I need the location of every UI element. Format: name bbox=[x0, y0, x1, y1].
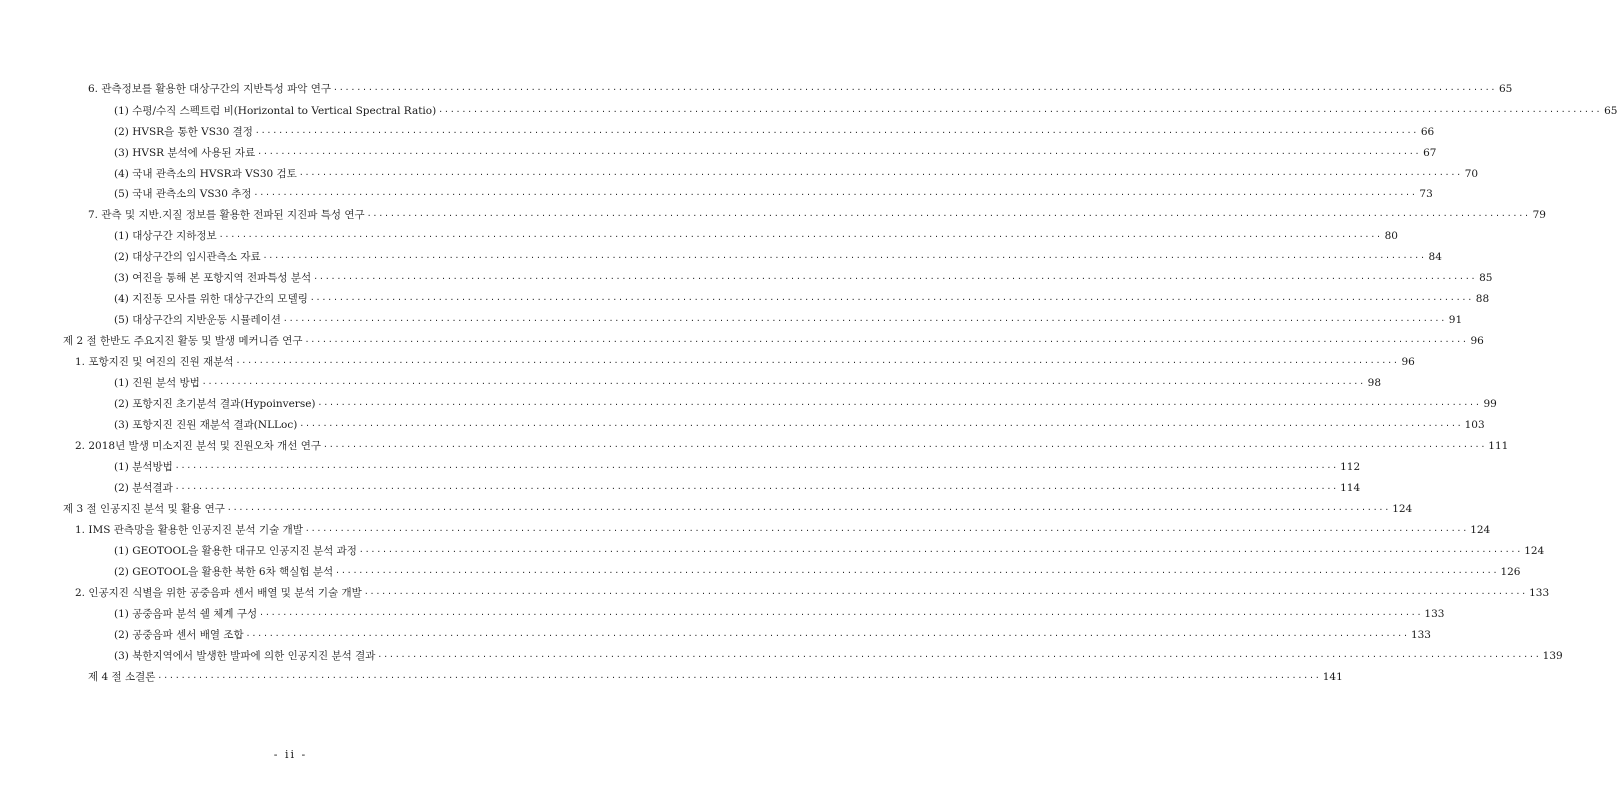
dot-leader: ········································································································································································································ bbox=[366, 211, 1530, 220]
dot-leader: ········································································································································································································ bbox=[333, 85, 1497, 94]
toc-entry-page: 66 bbox=[1420, 126, 1435, 138]
toc-entry[interactable] bbox=[114, 250, 1442, 265]
toc-entry-label: (1) 진원 분석 방법 bbox=[114, 377, 200, 389]
dot-leader: ········································································································································································································ bbox=[299, 421, 1463, 430]
dot-leader: ········································································································································································································ bbox=[304, 526, 1469, 535]
toc-entry-page: 133 bbox=[1410, 629, 1431, 641]
toc-entry[interactable] bbox=[114, 481, 1361, 496]
toc-entry[interactable] bbox=[114, 313, 1463, 328]
toc-entry-label: (3) HVSR 분석에 사용된 자료 bbox=[114, 147, 256, 159]
dot-leader: ········································································································································································································ bbox=[174, 463, 1339, 472]
toc-entry-label: 1. 포항지진 및 여진의 진원 재분석 bbox=[75, 356, 234, 368]
dot-leader: ········································································································································································································ bbox=[438, 107, 1602, 116]
dot-leader: ········································································································································································································ bbox=[259, 610, 1423, 619]
toc-entry-page: 133 bbox=[1529, 587, 1550, 599]
toc-entry[interactable] bbox=[114, 146, 1437, 161]
dot-leader: ········································································································································································································ bbox=[157, 673, 1321, 682]
toc-entry-page: 67 bbox=[1423, 147, 1437, 159]
toc-entry-page: 98 bbox=[1367, 377, 1382, 389]
toc-entry-page: 65 bbox=[1604, 105, 1618, 117]
toc-entry-page: 99 bbox=[1483, 398, 1497, 410]
toc-entry-label: 제 3 절 인공지진 분석 및 활용 연구 bbox=[63, 503, 225, 515]
toc-entry-page: 88 bbox=[1475, 293, 1490, 305]
toc-entry-page: 73 bbox=[1419, 188, 1433, 200]
dot-leader: ········································································································································································································ bbox=[377, 652, 1541, 661]
toc-entry-label: (1) GEOTOOL을 활용한 대규모 인공지진 분석 과정 bbox=[114, 545, 357, 557]
dot-leader: ········································································································································································································ bbox=[235, 358, 1399, 367]
toc-entry[interactable] bbox=[114, 628, 1431, 643]
dot-leader: ········································································································································································································ bbox=[298, 170, 1463, 179]
toc-entry-page: 133 bbox=[1424, 608, 1445, 620]
toc-entry-page: 65 bbox=[1498, 83, 1513, 95]
toc-entry-page: 141 bbox=[1322, 671, 1343, 683]
toc-entry-label: (1) 공중음파 분석 쉘 체계 구성 bbox=[114, 608, 258, 620]
toc-entry[interactable] bbox=[114, 187, 1433, 202]
toc-entry-label: 6. 관측정보를 활용한 대상구간의 지반특성 파악 연구 bbox=[88, 83, 332, 95]
toc-entry-label: (1) 수평/수직 스펙트럼 비(Horizontal to Vertical Spectral Ratio) bbox=[114, 105, 437, 117]
dot-leader: ········································································································································································································ bbox=[174, 484, 1339, 493]
toc-entry-label: (2) 분석결과 bbox=[114, 482, 173, 494]
toc-entry-page: 79 bbox=[1532, 209, 1546, 221]
toc-entry[interactable] bbox=[114, 229, 1398, 244]
toc-entry-page: 124 bbox=[1470, 524, 1491, 536]
dot-leader: ········································································································································································································ bbox=[201, 379, 1366, 388]
toc-entry-label: (3) 북한지역에서 발생한 발파에 의한 인공지진 분석 결과 bbox=[114, 650, 376, 662]
toc-entry-label: 7. 관측 및 지반.지질 정보를 활용한 전파된 지진파 특성 연구 bbox=[88, 209, 365, 221]
toc-entry[interactable] bbox=[114, 460, 1361, 475]
toc-entry-label: (4) 국내 관측소의 HVSR과 VS30 검토 bbox=[114, 168, 297, 180]
toc-entry-label: (2) HVSR을 통한 VS30 결정 bbox=[114, 126, 253, 138]
toc-entry[interactable] bbox=[75, 355, 1415, 370]
toc-entry-label: (1) 분석방법 bbox=[114, 461, 173, 473]
toc-entry-page: 114 bbox=[1340, 482, 1361, 494]
toc-entry-label: 2. 인공지진 식별을 위한 공중음파 센서 배열 및 분석 기술 개발 bbox=[75, 587, 362, 599]
toc-entry-label: (1) 대상구간 지하정보 bbox=[114, 230, 217, 242]
toc-entry[interactable] bbox=[88, 82, 1513, 97]
toc-entry[interactable] bbox=[63, 334, 1484, 349]
toc-entry-page: 112 bbox=[1340, 461, 1361, 473]
dot-leader: ········································································································································································································ bbox=[253, 190, 1417, 199]
toc-entry-page: 111 bbox=[1488, 440, 1509, 452]
toc-entry-page: 126 bbox=[1500, 566, 1521, 578]
toc-entry-label: 제 2 절 한반도 주요지진 활동 및 발생 메커니즘 연구 bbox=[63, 335, 303, 347]
toc-entry[interactable] bbox=[114, 376, 1382, 391]
toc-entry-page: 70 bbox=[1464, 168, 1479, 180]
dot-leader: ········································································································································································································ bbox=[218, 232, 1382, 241]
toc-entry-page: 91 bbox=[1448, 314, 1463, 326]
toc-entry[interactable] bbox=[114, 125, 1435, 140]
dot-leader: ········································································································································································································ bbox=[317, 400, 1481, 409]
toc-entry[interactable] bbox=[114, 271, 1493, 286]
toc-entry-page: 124 bbox=[1524, 545, 1545, 557]
dot-leader: ········································································································································································································ bbox=[282, 316, 1447, 325]
toc-entry[interactable] bbox=[114, 292, 1490, 307]
toc-entry-page: 124 bbox=[1392, 503, 1413, 515]
toc-entry-label: 1. IMS 관측망을 활용한 인공지진 분석 기술 개발 bbox=[75, 524, 303, 536]
dot-leader: ········································································································································································································ bbox=[257, 149, 1421, 158]
toc-entry[interactable] bbox=[114, 167, 1479, 182]
dot-leader: ········································································································································································································ bbox=[226, 505, 1391, 514]
toc-entry[interactable] bbox=[88, 208, 1546, 223]
dot-leader: ········································································································································································································ bbox=[304, 337, 1468, 346]
toc-entry-page: 85 bbox=[1479, 272, 1493, 284]
toc-entry[interactable] bbox=[114, 418, 1485, 433]
toc-entry[interactable] bbox=[114, 607, 1445, 622]
toc-entry-page: 84 bbox=[1428, 251, 1442, 263]
dot-leader: ········································································································································································································ bbox=[323, 442, 1487, 451]
toc-entry[interactable] bbox=[75, 523, 1491, 538]
dot-leader: ········································································································································································································ bbox=[254, 128, 1419, 137]
dot-leader: ········································································································································································································ bbox=[309, 295, 1474, 304]
toc-entry[interactable] bbox=[75, 586, 1550, 601]
toc-entry-label: (2) 대상구간의 임시관측소 자료 bbox=[114, 251, 261, 263]
toc-entry-label: (2) 공중음파 센서 배열 조합 bbox=[114, 629, 244, 641]
toc-entry-label: (5) 국내 관측소의 VS30 추정 bbox=[114, 188, 252, 200]
dot-leader: ········································································································································································································ bbox=[313, 274, 1477, 283]
toc-entry[interactable] bbox=[63, 502, 1413, 517]
toc-entry-label: (2) GEOTOOL을 활용한 북한 6차 핵실험 분석 bbox=[114, 566, 334, 578]
toc-entry[interactable] bbox=[114, 544, 1545, 559]
toc-entry-page: 96 bbox=[1401, 356, 1415, 368]
dot-leader: ········································································································································································································ bbox=[358, 547, 1523, 556]
dot-leader: ········································································································································································································ bbox=[335, 568, 1499, 577]
toc-entry-label: 제 4 절 소결론 bbox=[88, 671, 156, 683]
toc-entry-page: 80 bbox=[1384, 230, 1398, 242]
toc-entry-label: (5) 대상구간의 지반운동 시뮬레이션 bbox=[114, 314, 281, 326]
toc-entry-page: 96 bbox=[1470, 335, 1484, 347]
toc-entry[interactable] bbox=[88, 670, 1343, 685]
dot-leader: ········································································································································································································ bbox=[245, 631, 1409, 640]
toc-entry-label: (2) 포항지진 초기분석 결과(Hypoinverse) bbox=[114, 398, 316, 410]
toc-entry[interactable] bbox=[114, 397, 1497, 412]
dot-leader: ········································································································································································································ bbox=[262, 253, 1426, 262]
toc-entry-page: 103 bbox=[1464, 419, 1485, 431]
toc-entry[interactable] bbox=[114, 565, 1521, 580]
toc-entry[interactable] bbox=[75, 439, 1509, 454]
toc-entry-label: (3) 포항지진 진원 재분석 결과(NLLoc) bbox=[114, 419, 298, 431]
toc-entry-page: 139 bbox=[1542, 650, 1563, 662]
dot-leader: ········································································································································································································ bbox=[363, 589, 1528, 598]
toc-entry-label: (4) 지진동 모사를 위한 대상구간의 모델링 bbox=[114, 293, 308, 305]
toc-entry[interactable] bbox=[114, 649, 1563, 664]
toc-entry-label: (3) 여진을 통해 본 포항지역 전파특성 분석 bbox=[114, 272, 312, 284]
toc-entry-label: 2. 2018년 발생 미소지진 분석 및 진원오차 개선 연구 bbox=[75, 440, 322, 452]
toc-entry[interactable] bbox=[114, 104, 1618, 119]
page-number-footer: - ii - bbox=[273, 748, 308, 761]
